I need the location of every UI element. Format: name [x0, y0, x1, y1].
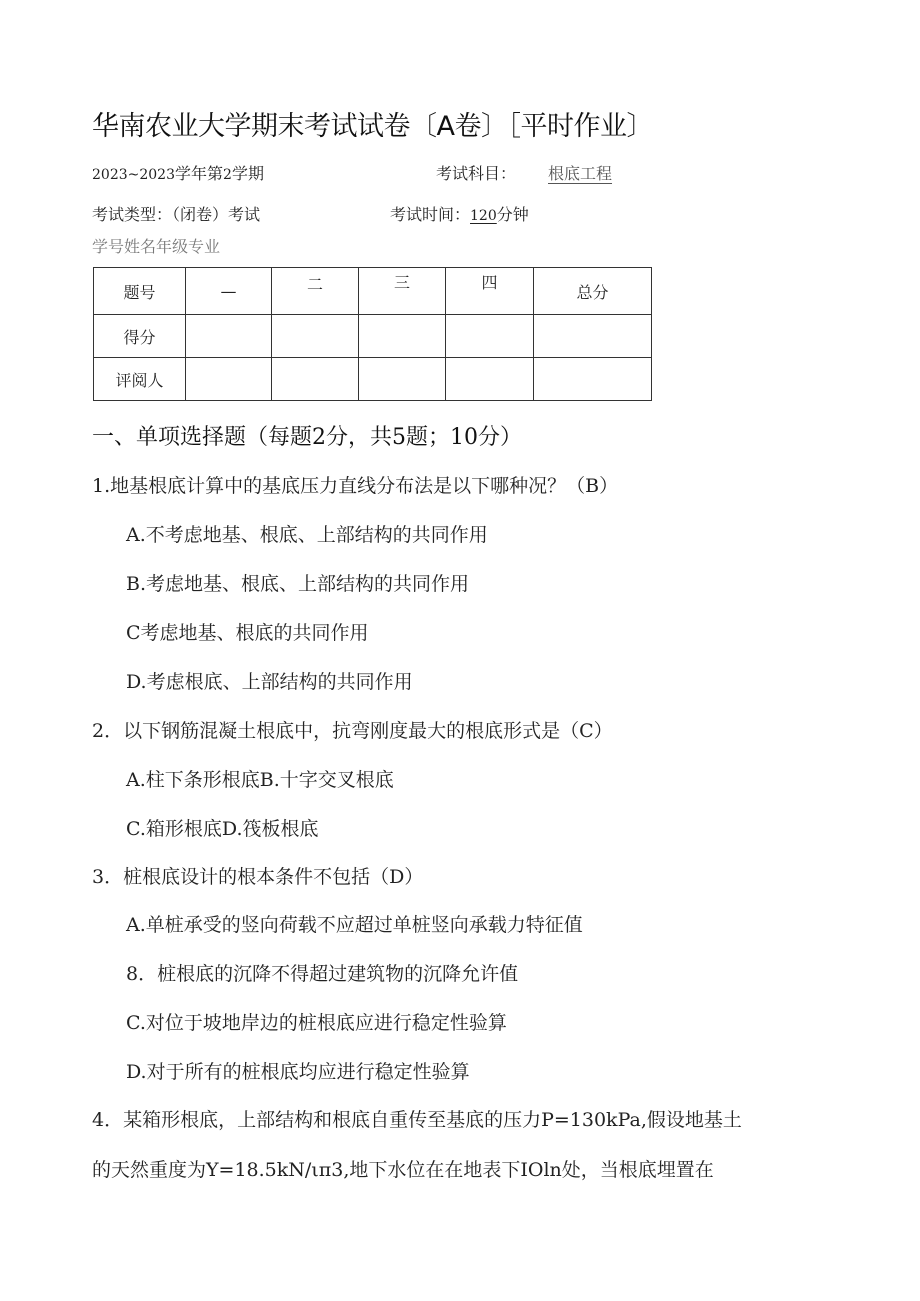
reviewer-cell[interactable]: [359, 358, 446, 401]
term-label: 学年第: [175, 164, 224, 183]
q2-options-ab: A.柱下条形根底B.十字交叉根底: [126, 769, 394, 791]
score-cell[interactable]: [359, 315, 446, 358]
reviewer-cell[interactable]: [272, 358, 359, 401]
question-2: 2．以下钢筋混凝土根底中，抗弯刚度最大的根底形式是（C）: [92, 720, 613, 742]
q2-options-cd: C.箱形根底D.筏板根底: [126, 818, 319, 840]
score-cell[interactable]: [272, 315, 359, 358]
q3-option-c: C.对位于坡地岸边的桩根底应进行稳定性验算: [126, 1012, 507, 1034]
col-section-4: 四: [446, 268, 534, 315]
student-info: 学号姓名年级专业: [92, 237, 221, 256]
reviewer-row: [94, 358, 652, 401]
term-year: 2023~2023: [92, 167, 175, 183]
col-question-no: 题号: [94, 268, 186, 315]
q1-option-b: B.考虑地基、根底、上部结构的共同作用: [126, 573, 470, 595]
subject-label: 考试科目：: [436, 164, 517, 183]
col-section-3: 三: [359, 268, 446, 315]
q1-option-c: C考虑地基、根底的共同作用: [126, 622, 369, 644]
question-1: 1.地基根底计算中的基底压力直线分布法是以下哪种况？（B）: [92, 475, 619, 497]
exam-title: 华南农业大学期末考试试卷〔A卷〕［平时作业〕: [92, 111, 653, 142]
exam-time-unit: 分钟: [496, 205, 529, 224]
question-4-line-1: 4．某箱形根底，上部结构和根底自重传至基底的压力P=130kPa,假设地基土: [92, 1109, 742, 1131]
exam-time-label: 考试时间：: [390, 205, 471, 224]
question-3: 3．桩根底设计的根本条件不包括（D）: [92, 866, 424, 888]
score-table-header-row: [94, 268, 652, 315]
q3-option-b: 8．桩根底的沉降不得超过建筑物的沉降允许值: [126, 963, 519, 985]
reviewer-cell[interactable]: [186, 358, 272, 401]
score-table: [93, 267, 652, 401]
q1-option-d: D.考虑根底、上部结构的共同作用: [126, 671, 413, 693]
score-cell[interactable]: [186, 315, 272, 358]
row-label-score: 得分: [94, 315, 186, 358]
exam-time-value: 120: [470, 208, 497, 224]
section-heading: 一、单项选择题（每题2分，共5题；10分）: [92, 425, 522, 450]
term-num: 2: [223, 167, 232, 183]
q1-option-a: A.不考虑地基、根底、上部结构的共同作用: [126, 524, 488, 546]
exam-time: [390, 202, 529, 225]
reviewer-cell[interactable]: [534, 358, 652, 401]
col-section-2: 二: [272, 268, 359, 315]
q3-option-d: D.对于所有的桩根底均应进行稳定性验算: [126, 1061, 470, 1083]
score-row: [94, 315, 652, 358]
col-total: 总分: [534, 268, 652, 315]
exam-type: 考试类型：（闭卷）考试: [92, 205, 261, 224]
col-section-1: —: [186, 268, 272, 315]
q3-option-a: A.单桩承受的竖向荷载不应超过单桩竖向承载力特征值: [126, 914, 583, 936]
row-label-reviewer: 评阅人: [94, 358, 186, 401]
question-4-line-2: 的天然重度为Y=18.5kN/ιπ3,地下水位在在地表下IOln处，当根底埋置在: [92, 1159, 714, 1181]
reviewer-cell[interactable]: [446, 358, 534, 401]
subject-value: 根底工程: [548, 164, 613, 183]
term-line: [92, 161, 264, 184]
score-cell[interactable]: [534, 315, 652, 358]
score-cell[interactable]: [446, 315, 534, 358]
term-suffix: 学期: [231, 164, 264, 183]
